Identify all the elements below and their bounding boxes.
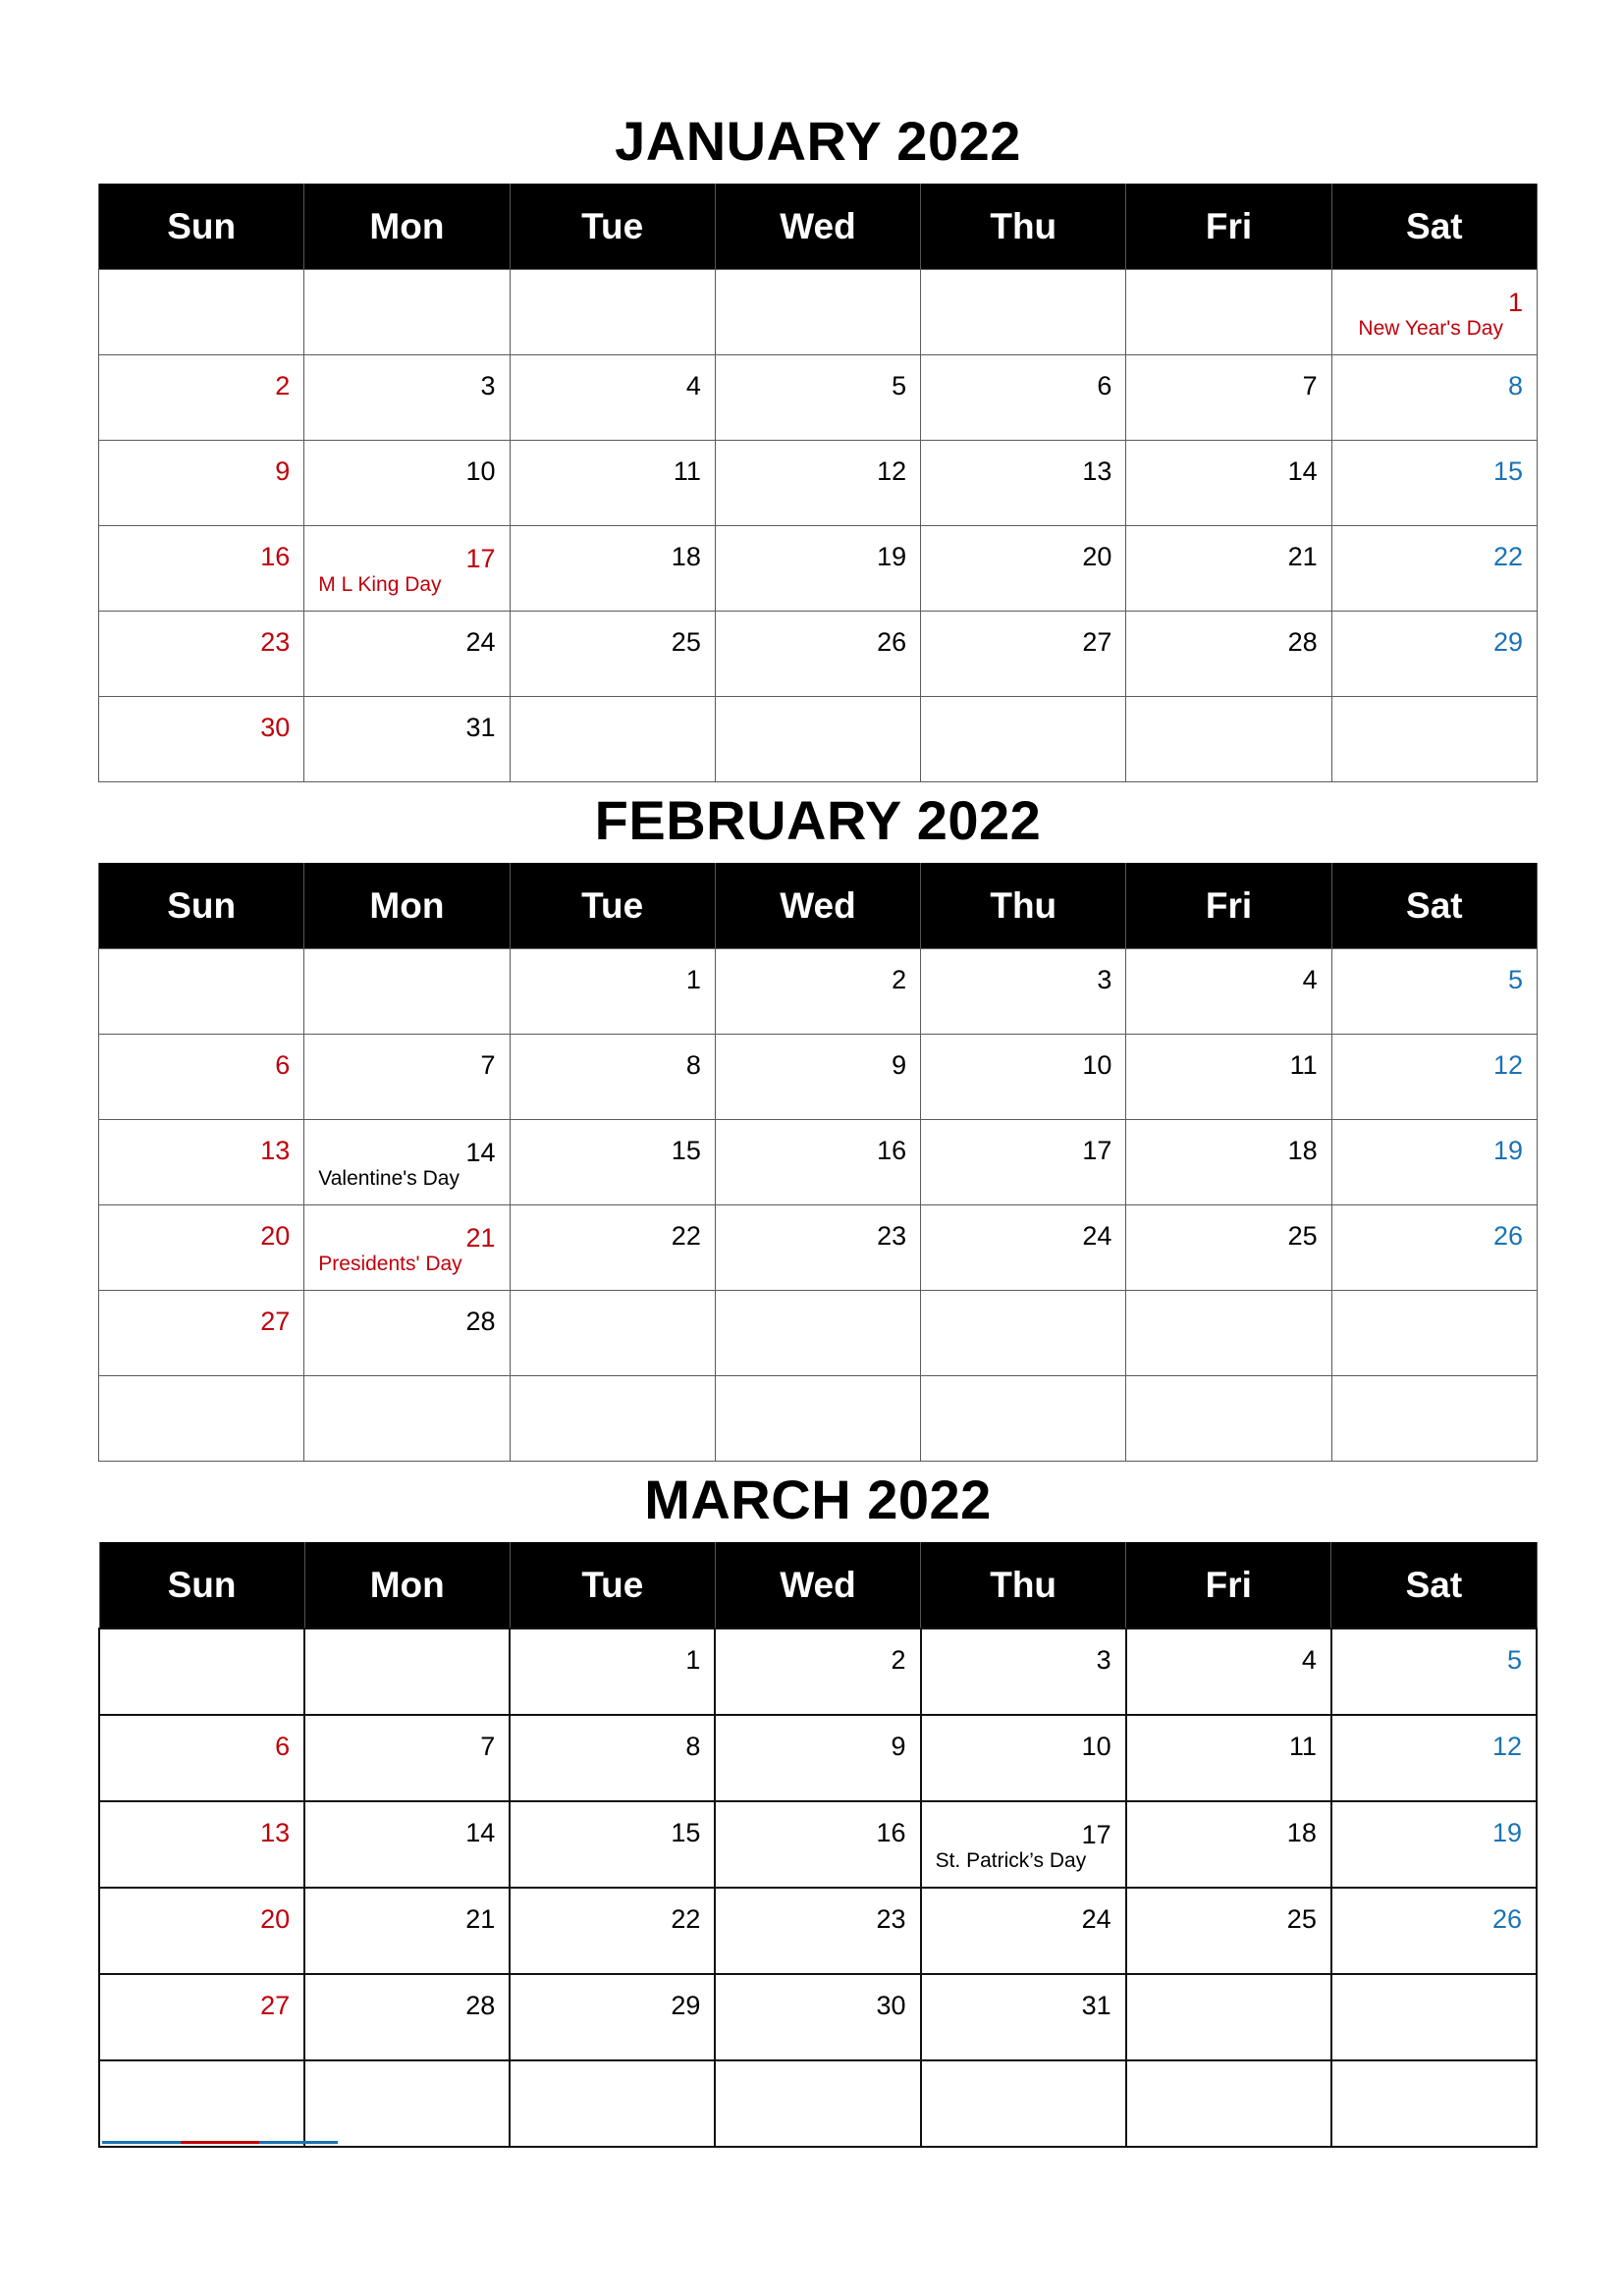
holiday-label: Presidents' Day bbox=[318, 1253, 462, 1275]
week-row bbox=[99, 2060, 1537, 2147]
day-number: 14 bbox=[465, 1818, 496, 1847]
day-cell bbox=[304, 355, 510, 441]
day-cell bbox=[1126, 441, 1331, 526]
weekday-header-mon: Mon bbox=[304, 1542, 510, 1629]
day-number: 8 bbox=[685, 1050, 701, 1080]
empty-day-cell bbox=[510, 1376, 715, 1462]
week-row bbox=[99, 1974, 1537, 2060]
day-cell bbox=[921, 1629, 1126, 1715]
day-number: 30 bbox=[876, 1991, 906, 2020]
day-cell bbox=[510, 526, 715, 612]
empty-day-cell bbox=[1331, 1376, 1537, 1462]
empty-day-cell bbox=[510, 270, 715, 355]
day-cell bbox=[1331, 1801, 1537, 1888]
empty-day-cell bbox=[1331, 2060, 1537, 2147]
day-cell bbox=[715, 1035, 920, 1120]
day-number: 11 bbox=[673, 456, 701, 486]
day-number: 29 bbox=[671, 1991, 701, 2020]
day-cell bbox=[99, 1035, 304, 1120]
day-cell bbox=[1331, 270, 1537, 355]
decorative-underline bbox=[102, 2141, 338, 2144]
empty-day-cell bbox=[715, 1376, 920, 1462]
day-cell bbox=[304, 1291, 510, 1376]
weekday-header-fri: Fri bbox=[1126, 1542, 1331, 1629]
day-number: 16 bbox=[260, 542, 291, 571]
day-cell bbox=[921, 355, 1126, 441]
empty-day-cell bbox=[921, 270, 1126, 355]
day-number: 15 bbox=[671, 1818, 701, 1847]
weekday-header-thu: Thu bbox=[921, 1542, 1126, 1629]
day-cell bbox=[1331, 1888, 1537, 1974]
day-cell bbox=[1331, 1035, 1537, 1120]
day-number: 12 bbox=[877, 456, 907, 486]
empty-day-cell bbox=[99, 2060, 304, 2147]
day-cell bbox=[510, 441, 715, 526]
day-number: 26 bbox=[877, 627, 907, 657]
empty-day-cell bbox=[1126, 697, 1331, 782]
day-number: 9 bbox=[891, 1732, 906, 1761]
day-cell bbox=[99, 612, 304, 697]
day-number: 8 bbox=[1507, 371, 1523, 400]
day-number: 3 bbox=[480, 371, 496, 400]
day-number: 24 bbox=[1081, 1904, 1111, 1934]
day-cell bbox=[921, 949, 1126, 1035]
day-cell bbox=[304, 1974, 510, 2060]
day-number: 25 bbox=[671, 627, 701, 657]
day-number: 1 bbox=[1507, 288, 1523, 317]
day-number: 5 bbox=[1506, 1645, 1522, 1675]
day-cell bbox=[304, 612, 510, 697]
day-number: 16 bbox=[876, 1818, 906, 1847]
day-cell bbox=[510, 1120, 715, 1205]
empty-day-cell bbox=[921, 1291, 1126, 1376]
day-cell bbox=[99, 1888, 304, 1974]
day-number: 19 bbox=[1491, 1818, 1522, 1847]
day-cell bbox=[921, 526, 1126, 612]
day-cell bbox=[715, 1715, 920, 1801]
day-number: 10 bbox=[1082, 1050, 1112, 1080]
day-number: 5 bbox=[892, 371, 907, 400]
weekday-header-row bbox=[99, 863, 1538, 949]
empty-day-cell bbox=[715, 1291, 920, 1376]
day-cell bbox=[715, 1120, 920, 1205]
empty-day-cell bbox=[715, 697, 920, 782]
empty-day-cell bbox=[304, 949, 510, 1035]
empty-day-cell bbox=[1331, 1974, 1537, 2060]
empty-day-cell bbox=[510, 2060, 715, 2147]
weekday-header-tue: Tue bbox=[510, 184, 715, 270]
day-number: 7 bbox=[1302, 371, 1318, 400]
empty-day-cell bbox=[1331, 697, 1537, 782]
empty-day-cell bbox=[1331, 1291, 1537, 1376]
day-cell bbox=[715, 612, 920, 697]
day-cell bbox=[510, 1888, 715, 1974]
day-cell bbox=[510, 1974, 715, 2060]
day-cell bbox=[1126, 1120, 1331, 1205]
day-cell bbox=[921, 612, 1126, 697]
empty-day-cell bbox=[715, 270, 920, 355]
empty-day-cell bbox=[510, 1291, 715, 1376]
empty-day-cell bbox=[921, 697, 1126, 782]
day-number: 18 bbox=[1286, 1818, 1317, 1847]
weekday-header-tue: Tue bbox=[510, 863, 715, 949]
day-number: 19 bbox=[1492, 1136, 1523, 1165]
day-number: 8 bbox=[685, 1732, 701, 1761]
day-cell bbox=[304, 1035, 510, 1120]
day-cell bbox=[99, 1205, 304, 1291]
day-number: 10 bbox=[465, 456, 496, 486]
day-cell bbox=[1126, 949, 1331, 1035]
day-number: 15 bbox=[671, 1136, 701, 1165]
day-number: 10 bbox=[1081, 1732, 1111, 1761]
day-cell bbox=[715, 949, 920, 1035]
day-cell bbox=[1331, 355, 1537, 441]
empty-day-cell bbox=[1126, 2060, 1331, 2147]
day-cell bbox=[99, 355, 304, 441]
day-number: 6 bbox=[1097, 371, 1112, 400]
day-number: 2 bbox=[892, 965, 907, 994]
day-number: 18 bbox=[671, 542, 701, 571]
day-number: 2 bbox=[275, 371, 291, 400]
day-number: 4 bbox=[685, 371, 701, 400]
weekday-header-thu: Thu bbox=[921, 184, 1126, 270]
day-cell bbox=[921, 1801, 1126, 1888]
day-cell bbox=[715, 441, 920, 526]
weekday-header-wed: Wed bbox=[715, 1542, 920, 1629]
month-title: FEBRUARY 2022 bbox=[594, 789, 1042, 851]
day-number: 23 bbox=[260, 627, 291, 657]
day-cell bbox=[1331, 1715, 1537, 1801]
day-cell bbox=[99, 1120, 304, 1205]
day-cell bbox=[510, 1205, 715, 1291]
day-number: 20 bbox=[1082, 542, 1112, 571]
weekday-header-sun: Sun bbox=[99, 863, 304, 949]
calendar-grid bbox=[98, 863, 1538, 1462]
day-cell bbox=[304, 441, 510, 526]
weekday-header-wed: Wed bbox=[715, 184, 920, 270]
day-cell bbox=[1331, 526, 1537, 612]
day-cell bbox=[1331, 441, 1537, 526]
day-number: 12 bbox=[1491, 1732, 1522, 1761]
day-cell bbox=[715, 1888, 920, 1974]
week-row bbox=[99, 1120, 1538, 1205]
day-number: 20 bbox=[260, 1221, 291, 1251]
day-cell bbox=[510, 355, 715, 441]
day-cell bbox=[715, 1801, 920, 1888]
day-number: 23 bbox=[877, 1221, 907, 1251]
week-row bbox=[99, 1801, 1537, 1888]
day-number: 20 bbox=[260, 1904, 291, 1934]
day-number: 23 bbox=[876, 1904, 906, 1934]
week-row bbox=[99, 612, 1538, 697]
day-number: 25 bbox=[1287, 1221, 1318, 1251]
day-cell bbox=[510, 612, 715, 697]
day-cell bbox=[715, 1205, 920, 1291]
day-number: 4 bbox=[1301, 1645, 1317, 1675]
day-cell bbox=[715, 355, 920, 441]
empty-day-cell bbox=[1126, 1291, 1331, 1376]
empty-day-cell bbox=[99, 1376, 304, 1462]
day-number: 11 bbox=[1289, 1050, 1318, 1080]
holiday-label: M L King Day bbox=[318, 573, 442, 596]
day-cell bbox=[1126, 355, 1331, 441]
day-cell bbox=[715, 526, 920, 612]
day-cell bbox=[99, 1974, 304, 2060]
month-title: MARCH 2022 bbox=[644, 1468, 992, 1530]
day-cell bbox=[1126, 1035, 1331, 1120]
day-cell bbox=[1126, 1888, 1331, 1974]
day-cell bbox=[304, 1715, 510, 1801]
day-number: 29 bbox=[1492, 627, 1523, 657]
week-row bbox=[99, 1376, 1538, 1462]
day-cell bbox=[99, 1801, 304, 1888]
week-row bbox=[99, 526, 1538, 612]
day-number: 31 bbox=[1081, 1991, 1111, 2020]
day-number: 3 bbox=[1097, 965, 1112, 994]
day-number: 27 bbox=[260, 1991, 291, 2020]
day-cell bbox=[1126, 1205, 1331, 1291]
weekday-header-sat: Sat bbox=[1331, 1542, 1537, 1629]
day-number: 21 bbox=[465, 1904, 496, 1934]
day-cell bbox=[99, 1715, 304, 1801]
day-number: 13 bbox=[260, 1818, 291, 1847]
day-cell bbox=[1126, 1801, 1331, 1888]
day-number: 5 bbox=[1507, 965, 1523, 994]
day-number: 22 bbox=[671, 1221, 701, 1251]
week-row bbox=[99, 1291, 1538, 1376]
day-cell bbox=[510, 1629, 715, 1715]
empty-day-cell bbox=[921, 2060, 1126, 2147]
empty-day-cell bbox=[510, 697, 715, 782]
empty-day-cell bbox=[715, 2060, 920, 2147]
day-number: 2 bbox=[891, 1645, 906, 1675]
week-row bbox=[99, 697, 1538, 782]
day-cell bbox=[304, 697, 510, 782]
empty-day-cell bbox=[304, 1376, 510, 1462]
day-cell bbox=[1331, 1205, 1537, 1291]
week-row bbox=[99, 270, 1538, 355]
day-number: 31 bbox=[465, 713, 496, 742]
holiday-label: St. Patrick’s Day bbox=[935, 1849, 1087, 1872]
day-cell bbox=[1331, 612, 1537, 697]
day-number: 11 bbox=[1288, 1732, 1317, 1761]
day-number: 6 bbox=[275, 1732, 291, 1761]
day-number: 28 bbox=[1287, 627, 1318, 657]
day-number: 9 bbox=[275, 456, 291, 486]
day-cell bbox=[921, 441, 1126, 526]
day-number: 17 bbox=[465, 544, 496, 573]
day-number: 22 bbox=[671, 1904, 701, 1934]
weekday-header-tue: Tue bbox=[510, 1542, 715, 1629]
empty-day-cell bbox=[1126, 1376, 1331, 1462]
day-cell bbox=[510, 1035, 715, 1120]
month-title: JANUARY 2022 bbox=[615, 110, 1021, 172]
day-number: 3 bbox=[1096, 1645, 1111, 1675]
week-row bbox=[99, 1629, 1537, 1715]
empty-day-cell bbox=[99, 1629, 304, 1715]
day-number: 15 bbox=[1492, 456, 1523, 486]
day-cell bbox=[921, 1974, 1126, 2060]
day-number: 28 bbox=[465, 1991, 496, 2020]
weekday-header-sat: Sat bbox=[1331, 863, 1537, 949]
empty-day-cell bbox=[304, 270, 510, 355]
day-number: 9 bbox=[892, 1050, 907, 1080]
day-number: 14 bbox=[465, 1138, 496, 1167]
weekday-header-wed: Wed bbox=[715, 863, 920, 949]
calendar-grid bbox=[98, 184, 1538, 782]
day-cell bbox=[304, 1888, 510, 1974]
day-cell bbox=[921, 1120, 1126, 1205]
day-cell bbox=[99, 697, 304, 782]
day-number: 1 bbox=[685, 965, 701, 994]
day-cell bbox=[510, 1801, 715, 1888]
day-number: 22 bbox=[1492, 542, 1523, 571]
holiday-label: Valentine's Day bbox=[318, 1167, 460, 1190]
day-cell bbox=[1126, 612, 1331, 697]
empty-day-cell bbox=[304, 2060, 510, 2147]
day-cell bbox=[99, 441, 304, 526]
day-number: 13 bbox=[260, 1136, 291, 1165]
day-number: 30 bbox=[260, 713, 291, 742]
day-cell bbox=[1331, 1120, 1537, 1205]
weekday-header-row bbox=[99, 184, 1538, 270]
day-cell bbox=[510, 949, 715, 1035]
weekday-header-row bbox=[99, 1542, 1537, 1629]
day-number: 7 bbox=[480, 1732, 496, 1761]
week-row bbox=[99, 441, 1538, 526]
week-row bbox=[99, 355, 1538, 441]
week-row bbox=[99, 1035, 1538, 1120]
day-number: 12 bbox=[1492, 1050, 1523, 1080]
day-cell bbox=[304, 1120, 510, 1205]
day-number: 27 bbox=[260, 1307, 291, 1336]
week-row bbox=[99, 1888, 1537, 1974]
holiday-label: New Year's Day bbox=[1358, 317, 1503, 340]
day-number: 28 bbox=[465, 1307, 496, 1336]
day-number: 16 bbox=[877, 1136, 907, 1165]
day-number: 17 bbox=[1081, 1820, 1111, 1849]
day-number: 6 bbox=[275, 1050, 291, 1080]
weekday-header-thu: Thu bbox=[921, 863, 1126, 949]
weekday-header-sun: Sun bbox=[99, 184, 304, 270]
empty-day-cell bbox=[99, 270, 304, 355]
day-cell bbox=[715, 1974, 920, 2060]
day-cell bbox=[1331, 1629, 1537, 1715]
empty-day-cell bbox=[1126, 1974, 1331, 2060]
day-cell bbox=[1126, 1715, 1331, 1801]
day-number: 14 bbox=[1287, 456, 1318, 486]
day-number: 24 bbox=[1082, 1221, 1112, 1251]
day-cell bbox=[304, 1801, 510, 1888]
weekday-header-mon: Mon bbox=[304, 184, 510, 270]
day-number: 18 bbox=[1287, 1136, 1318, 1165]
day-number: 27 bbox=[1082, 627, 1112, 657]
day-cell bbox=[99, 1291, 304, 1376]
weekday-header-sun: Sun bbox=[99, 1542, 304, 1629]
calendar-grid bbox=[98, 1542, 1538, 2148]
weekday-header-fri: Fri bbox=[1126, 863, 1331, 949]
weekday-header-sat: Sat bbox=[1331, 184, 1537, 270]
day-number: 17 bbox=[1082, 1136, 1112, 1165]
day-cell bbox=[1126, 526, 1331, 612]
week-row bbox=[99, 1715, 1537, 1801]
day-cell bbox=[510, 1715, 715, 1801]
day-cell bbox=[921, 1715, 1126, 1801]
day-cell bbox=[304, 1205, 510, 1291]
empty-day-cell bbox=[921, 1376, 1126, 1462]
day-cell bbox=[921, 1035, 1126, 1120]
day-number: 13 bbox=[1082, 456, 1112, 486]
week-row bbox=[99, 1205, 1538, 1291]
day-cell bbox=[99, 526, 304, 612]
day-cell bbox=[1126, 1629, 1331, 1715]
weekday-header-fri: Fri bbox=[1126, 184, 1331, 270]
empty-day-cell bbox=[1126, 270, 1331, 355]
day-cell bbox=[715, 1629, 920, 1715]
day-number: 21 bbox=[465, 1223, 496, 1253]
day-cell bbox=[921, 1205, 1126, 1291]
day-cell bbox=[921, 1888, 1126, 1974]
day-number: 25 bbox=[1286, 1904, 1317, 1934]
empty-day-cell bbox=[304, 1629, 510, 1715]
day-cell bbox=[1331, 949, 1537, 1035]
empty-day-cell bbox=[99, 949, 304, 1035]
day-cell bbox=[304, 526, 510, 612]
day-number: 1 bbox=[685, 1645, 701, 1675]
day-number: 24 bbox=[465, 627, 496, 657]
day-number: 21 bbox=[1287, 542, 1318, 571]
day-number: 7 bbox=[480, 1050, 496, 1080]
day-number: 19 bbox=[877, 542, 907, 571]
day-number: 26 bbox=[1492, 1221, 1523, 1251]
week-row bbox=[99, 949, 1538, 1035]
day-number: 4 bbox=[1302, 965, 1318, 994]
weekday-header-mon: Mon bbox=[304, 863, 510, 949]
day-number: 26 bbox=[1491, 1904, 1522, 1934]
